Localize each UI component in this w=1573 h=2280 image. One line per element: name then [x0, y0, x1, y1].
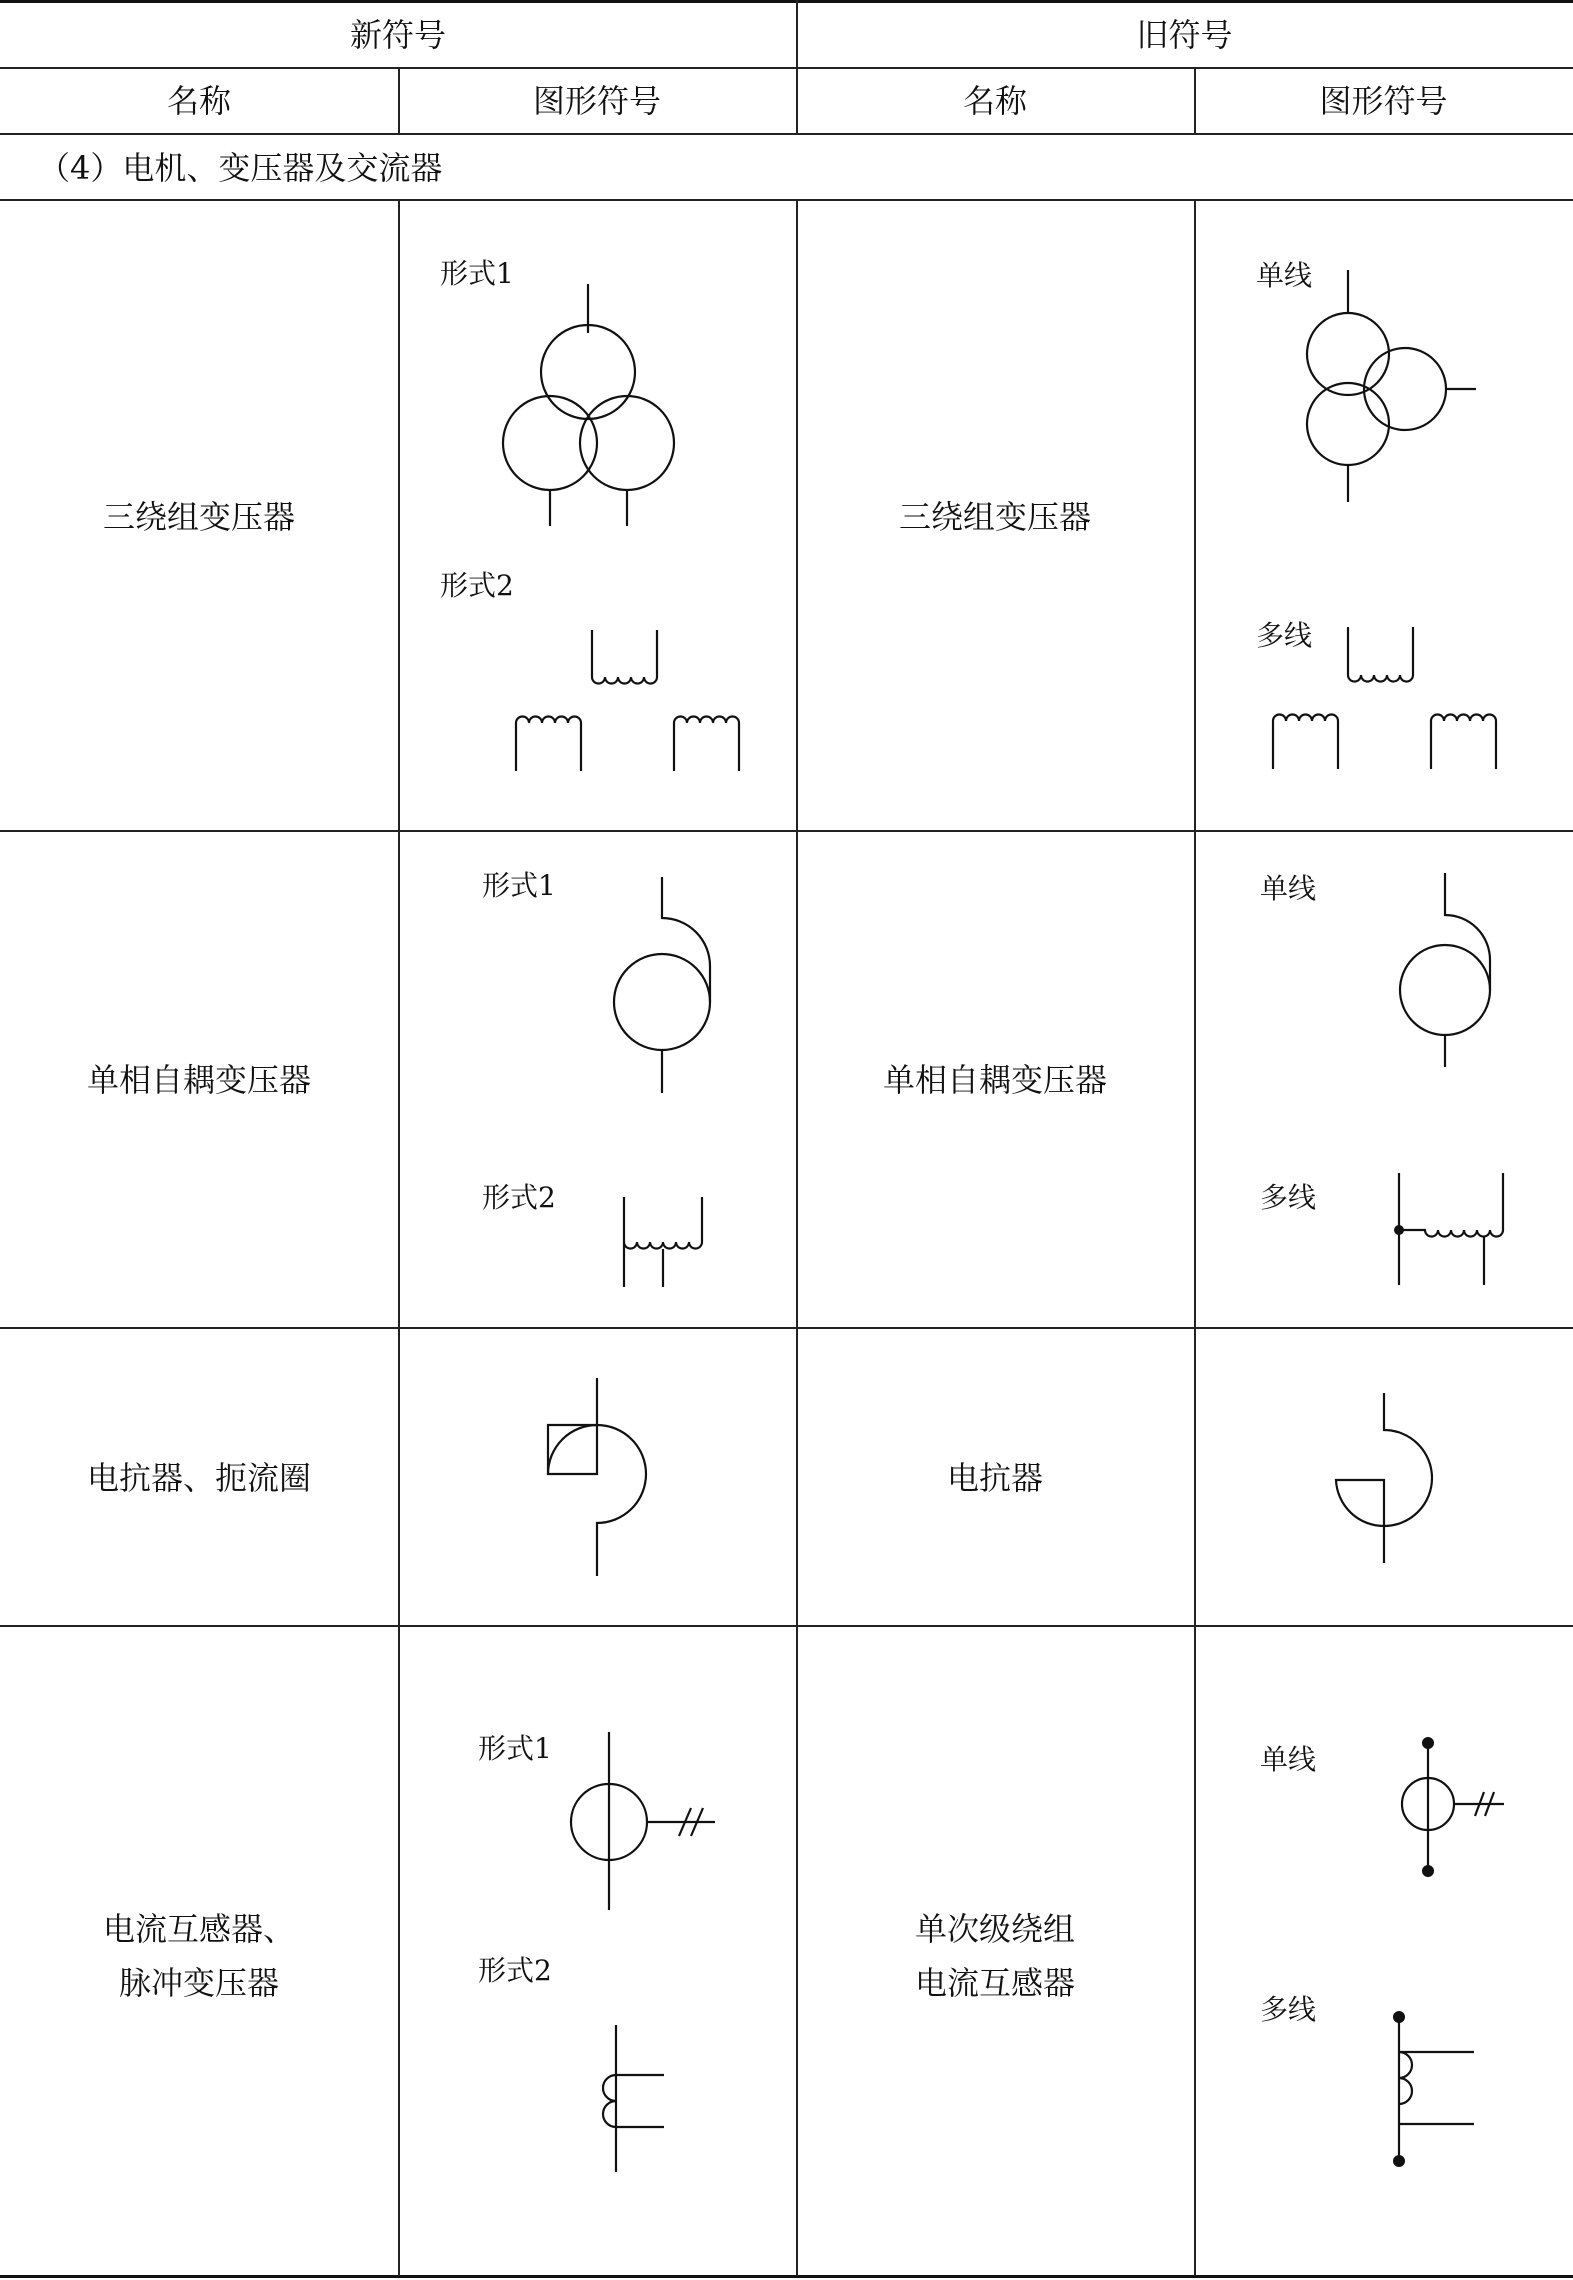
- old-autotransformer-single-symbol: [1400, 873, 1490, 1067]
- row1-new-name: 三绕组变压器: [102, 498, 295, 536]
- row1-form2-label: 形式2: [440, 569, 514, 602]
- old-three-winding-transformer-multi-symbol: [1273, 627, 1496, 769]
- row4-new-name-line1: 电流互感器、: [102, 1910, 295, 1948]
- row3-old-name: 电抗器: [946, 1459, 1043, 1497]
- header-old-name: 名称: [962, 82, 1027, 120]
- old-three-winding-transformer-single-symbol: [1307, 270, 1476, 502]
- row4-old-name-line2: 电流互感器: [914, 1964, 1075, 2002]
- section-title: （4）电机、变压器及交流器: [38, 149, 443, 187]
- three-winding-transformer-form1-symbol: [503, 284, 674, 526]
- row1-form1-label: 形式1: [440, 257, 514, 290]
- row4-form1-label: 形式1: [478, 1732, 552, 1765]
- old-reactor-symbol: [1336, 1393, 1432, 1563]
- row4-single-label: 单线: [1260, 1743, 1317, 1776]
- row1-single-label: 单线: [1256, 259, 1313, 292]
- row2-form2-label: 形式2: [482, 1181, 556, 1214]
- three-winding-transformer-form2-symbol: [516, 630, 739, 771]
- current-transformer-form2-symbol: [603, 2025, 664, 2172]
- old-current-transformer-single-symbol: [1402, 1737, 1504, 1877]
- old-current-transformer-multi-symbol: [1393, 2011, 1474, 2167]
- header-new-symbols: 新符号: [349, 16, 446, 54]
- row1-multi-label: 多线: [1256, 619, 1313, 652]
- row4-old-name-line1: 单次级绕组: [914, 1910, 1075, 1948]
- current-transformer-form1-symbol: [571, 1732, 715, 1910]
- header-new-name: 名称: [166, 82, 231, 120]
- row1-old-name: 三绕组变压器: [898, 498, 1091, 536]
- row4-form2-label: 形式2: [478, 1954, 552, 1987]
- row2-single-label: 单线: [1260, 872, 1317, 905]
- row2-form1-label: 形式1: [482, 869, 556, 902]
- reactor-choke-symbol: [548, 1378, 646, 1576]
- row2-multi-label: 多线: [1260, 1181, 1317, 1214]
- header-old-symbols: 旧符号: [1136, 16, 1233, 54]
- header-old-symbol: 图形符号: [1319, 82, 1448, 120]
- row3-new-name: 电抗器、扼流圈: [86, 1459, 311, 1497]
- row2-new-name: 单相自耦变压器: [86, 1061, 311, 1099]
- row2-old-name: 单相自耦变压器: [882, 1061, 1107, 1099]
- row4-new-name-line2: 脉冲变压器: [118, 1964, 279, 2002]
- autotransformer-form1-symbol: [614, 877, 710, 1093]
- header-new-symbol: 图形符号: [532, 82, 661, 120]
- row4-multi-label: 多线: [1260, 1993, 1317, 2026]
- old-autotransformer-multi-symbol: [1394, 1173, 1503, 1285]
- autotransformer-form2-symbol: [624, 1197, 702, 1287]
